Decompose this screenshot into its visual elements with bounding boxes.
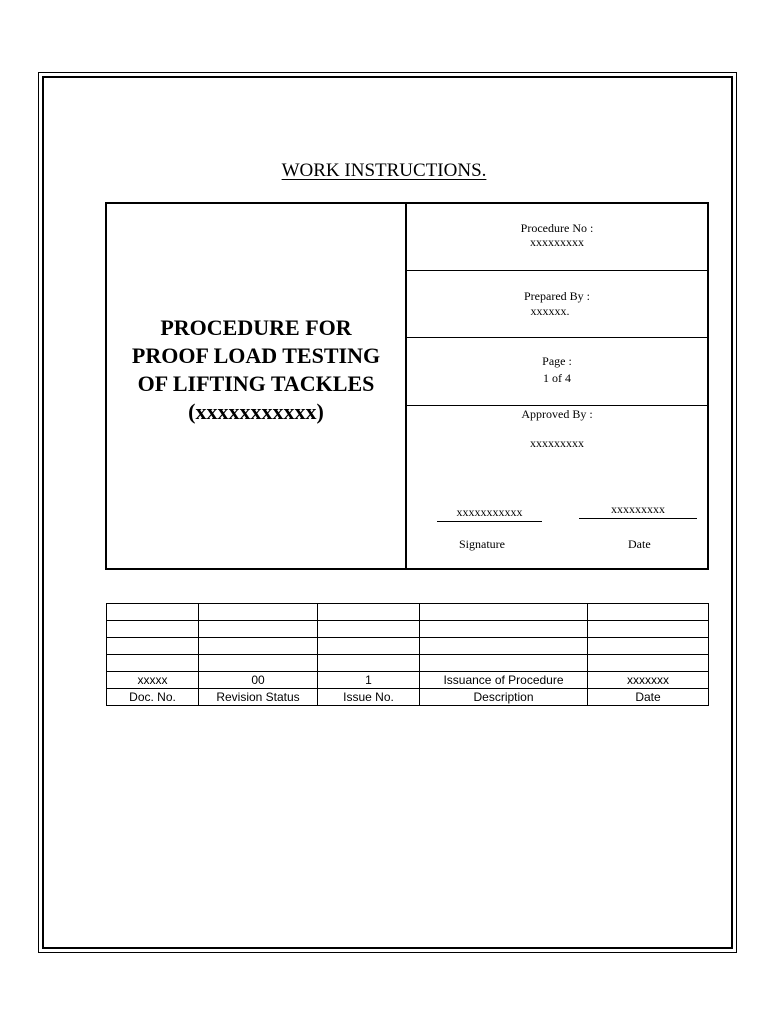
table-row [107, 672, 709, 689]
procedure-title [132, 314, 380, 426]
page-value: 1 of 4 [543, 371, 571, 385]
page-label: Page : [542, 354, 572, 368]
procedure-title-line: (xxxxxxxxxxx) [188, 399, 324, 424]
column-header: Issue No. [318, 689, 420, 706]
issue-no-cell: 1 [318, 672, 420, 689]
procedure-no-cell [407, 204, 707, 271]
column-header: Revision Status [199, 689, 318, 706]
header-box [105, 202, 709, 570]
procedure-title-cell [107, 204, 407, 568]
signature-line: xxxxxxxxxxx [437, 505, 542, 522]
document-heading: WORK INSTRUCTIONS. [281, 160, 487, 181]
approved-by-value: xxxxxxxxx [530, 436, 584, 450]
doc-no-cell: xxxxx [107, 672, 199, 689]
revision-status-cell: 00 [199, 672, 318, 689]
table-row [107, 621, 709, 638]
prepared-by-value: xxxxxx. [530, 304, 570, 318]
procedure-info-column [407, 204, 707, 568]
date-line: xxxxxxxxx [579, 502, 697, 519]
procedure-no-label: Procedure No : [520, 221, 594, 235]
table-header-row [107, 689, 709, 706]
prepared-by-label: Prepared By : [524, 289, 590, 303]
approved-by-cell [407, 406, 707, 568]
column-header: Description [420, 689, 588, 706]
date-cell: xxxxxxx [588, 672, 709, 689]
table-row [107, 604, 709, 621]
column-header: Doc. No. [107, 689, 199, 706]
date-caption: Date [628, 537, 651, 551]
procedure-no-value: xxxxxxxxx [530, 235, 584, 249]
prepared-by-cell [407, 271, 707, 338]
procedure-title-line: OF LIFTING TACKLES [137, 371, 375, 396]
revision-table [106, 603, 709, 706]
table-row [107, 655, 709, 672]
signature-caption: Signature [459, 537, 505, 551]
table-row [107, 638, 709, 655]
approved-by-label: Approved By : [521, 407, 593, 421]
procedure-title-line: PROOF LOAD TESTING [131, 343, 381, 368]
procedure-title-line: PROCEDURE FOR [160, 315, 352, 340]
description-cell: Issuance of Procedure [420, 672, 588, 689]
column-header: Date [588, 689, 709, 706]
page-cell [407, 338, 707, 406]
